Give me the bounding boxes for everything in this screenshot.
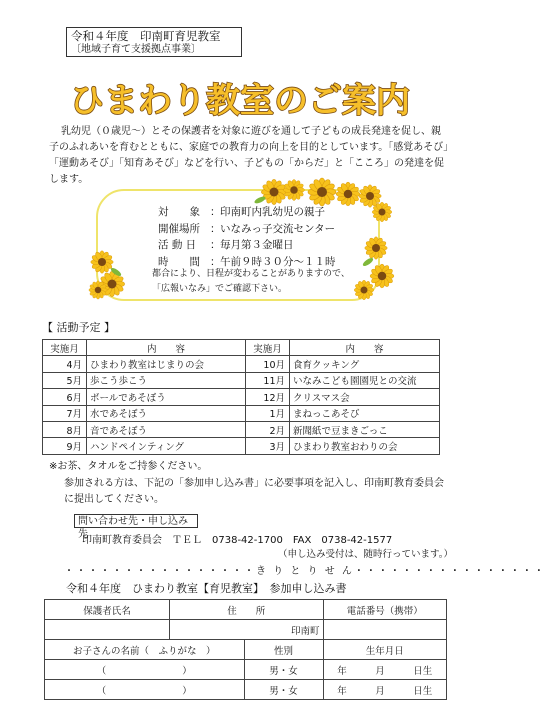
child-name-field[interactable]: （ ） xyxy=(45,660,245,680)
table-cell: 2月 xyxy=(246,421,290,437)
table-cell: 水であそぼう xyxy=(87,405,246,421)
guardian-field[interactable] xyxy=(45,620,170,640)
gender-field[interactable]: 男・女 xyxy=(244,680,323,700)
header-box xyxy=(66,27,242,57)
table-header: 内 容 xyxy=(87,340,246,356)
info-list xyxy=(158,204,388,270)
table-cell: 9月 xyxy=(43,438,87,454)
schedule-table xyxy=(42,339,440,455)
child-name-field[interactable]: （ ） xyxy=(45,680,245,700)
table-cell: 6月 xyxy=(43,389,87,405)
gender-header: 性別 xyxy=(244,640,323,660)
table-cell: 歩こう歩こう xyxy=(87,372,246,388)
info-row: 活 動 日 ： 毎月第３金曜日 xyxy=(158,237,388,254)
table-cell: 8月 xyxy=(43,421,87,437)
table-cell: いなみこども園園児との交流 xyxy=(290,372,440,388)
info-row: 開催場所 ： いなみっ子交流センター xyxy=(158,221,388,238)
gender-field[interactable]: 男・女 xyxy=(244,660,323,680)
schedule-note xyxy=(152,267,382,297)
table-row xyxy=(43,438,440,454)
acceptance-note: （申し込み受付は、随時行っています。） xyxy=(278,549,453,560)
table-cell: ボールであそぼう xyxy=(87,389,246,405)
table-cell: クリスマス会 xyxy=(290,389,440,405)
child-name-header: お子さんの名前（ ふりがな ） xyxy=(45,640,245,660)
form-title: 令和４年度 ひまわり教室【育児教室】 参加申し込み書 xyxy=(66,582,347,595)
section-title: 【 活動予定 】 xyxy=(42,321,115,334)
table-cell: 10月 xyxy=(246,356,290,372)
birthdate-field[interactable]: 年 月 日生 xyxy=(323,680,446,700)
table-cell: 食育クッキング xyxy=(290,356,440,372)
table-cell: ひまわり教室はじまりの会 xyxy=(87,356,246,372)
form-row xyxy=(45,660,447,680)
table-cell: 5月 xyxy=(43,372,87,388)
table-cell: 4月 xyxy=(43,356,87,372)
table-cell: 3月 xyxy=(246,438,290,454)
table-cell: ハンドペインティング xyxy=(87,438,246,454)
intro-text: 乳幼児（０歳児～）とその保護者を対象に遊びを通して子どもの成長発達を促し、親子のふれあいを育むとともに、家庭での教育力の向上を目的としています。「感覚あそび」「運動あそび」「知育あそび」などを行い、子どもの「からだ」と「こころ」の発達を促します。 xyxy=(49,126,449,185)
form-row xyxy=(45,620,447,640)
table-cell: 新聞紙で豆まきごっこ xyxy=(290,421,440,437)
page-title xyxy=(0,74,480,122)
info-label: 時 間 xyxy=(158,255,200,268)
header-line1: 令和４年度 印南町育児教室 xyxy=(71,29,221,43)
table-cell: 1月 xyxy=(246,405,290,421)
address-header: 住 所 xyxy=(170,600,324,620)
header-line2: 〔地域子育て支援拠点事業〕 xyxy=(71,44,201,55)
sunflower-icon xyxy=(91,251,113,273)
table-header: 実施月 xyxy=(43,340,87,356)
info-label: 開催場所 xyxy=(158,222,200,235)
form-header-row xyxy=(45,640,447,660)
guardian-header: 保護者氏名 xyxy=(45,600,170,620)
table-cell: 音であそぼう xyxy=(87,421,246,437)
page-title-text: ひまわり教室のご案内 xyxy=(70,81,410,121)
apply-instructions: 参加される方は、下記の「参加申し込み書」に必要事項を記入し、印南町教育委員会に提出してください。 xyxy=(64,478,444,505)
info-row: 対 象 ： 印南町内乳幼児の親子 xyxy=(158,204,388,221)
table-cell: 7月 xyxy=(43,405,87,421)
info-label: 活 動 日 xyxy=(158,239,197,251)
cut-line: ・・・・・・・・・・・・・・・・き り と り せ ん・・・・・・・・・・・・・・・・ xyxy=(64,566,546,577)
intro-paragraph xyxy=(49,124,449,188)
contact-line: 印南町教育委員会 ＴＥＬ 0738-42-1700 FAX 0738-42-1577 xyxy=(82,535,393,546)
birthdate-field[interactable]: 年 月 日生 xyxy=(323,660,446,680)
table-row xyxy=(43,421,440,437)
form-row xyxy=(45,680,447,700)
info-value: 印南町内乳幼児の親子 xyxy=(220,206,325,218)
table-cell: 11月 xyxy=(246,372,290,388)
application-form xyxy=(44,599,447,700)
info-value: 午前９時３０分～１１時 xyxy=(220,255,336,268)
table-header: 内 容 xyxy=(290,340,440,356)
table-row xyxy=(43,372,440,388)
table-header: 実施月 xyxy=(246,340,290,356)
table-row xyxy=(43,356,440,372)
table-row xyxy=(43,389,440,405)
phone-header: 電話番号（携帯） xyxy=(323,600,446,620)
note-line1: 都合により、日程が変わることがありますので、 xyxy=(152,269,350,279)
info-row: 時 間 ： 午前９時３０分～１１時 xyxy=(158,254,388,271)
info-value: 毎月第３金曜日 xyxy=(220,239,294,251)
table-row xyxy=(43,405,440,421)
address-prefix: 印南町 xyxy=(291,625,320,637)
table-header-row xyxy=(43,340,440,356)
table-cell: 12月 xyxy=(246,389,290,405)
sunflower-icon xyxy=(336,182,360,206)
birthdate-header: 生年月日 xyxy=(323,640,446,660)
phone-field[interactable] xyxy=(323,620,446,640)
table-cell: ひまわり教室おわりの会 xyxy=(290,438,440,454)
address-field[interactable] xyxy=(170,620,324,640)
table-cell: まねっこあそび xyxy=(290,405,440,421)
form-header-row xyxy=(45,600,447,620)
info-label: 対 象 xyxy=(158,206,200,218)
contact-box: 問い合わせ先・申し込み先 xyxy=(74,514,198,528)
note-line2: 「広報いなみ」でご確認下さい。 xyxy=(152,284,288,294)
info-value: いなみっ子交流センター xyxy=(220,222,336,235)
footnote: ※お茶、タオルをご持参ください。 xyxy=(49,461,208,472)
